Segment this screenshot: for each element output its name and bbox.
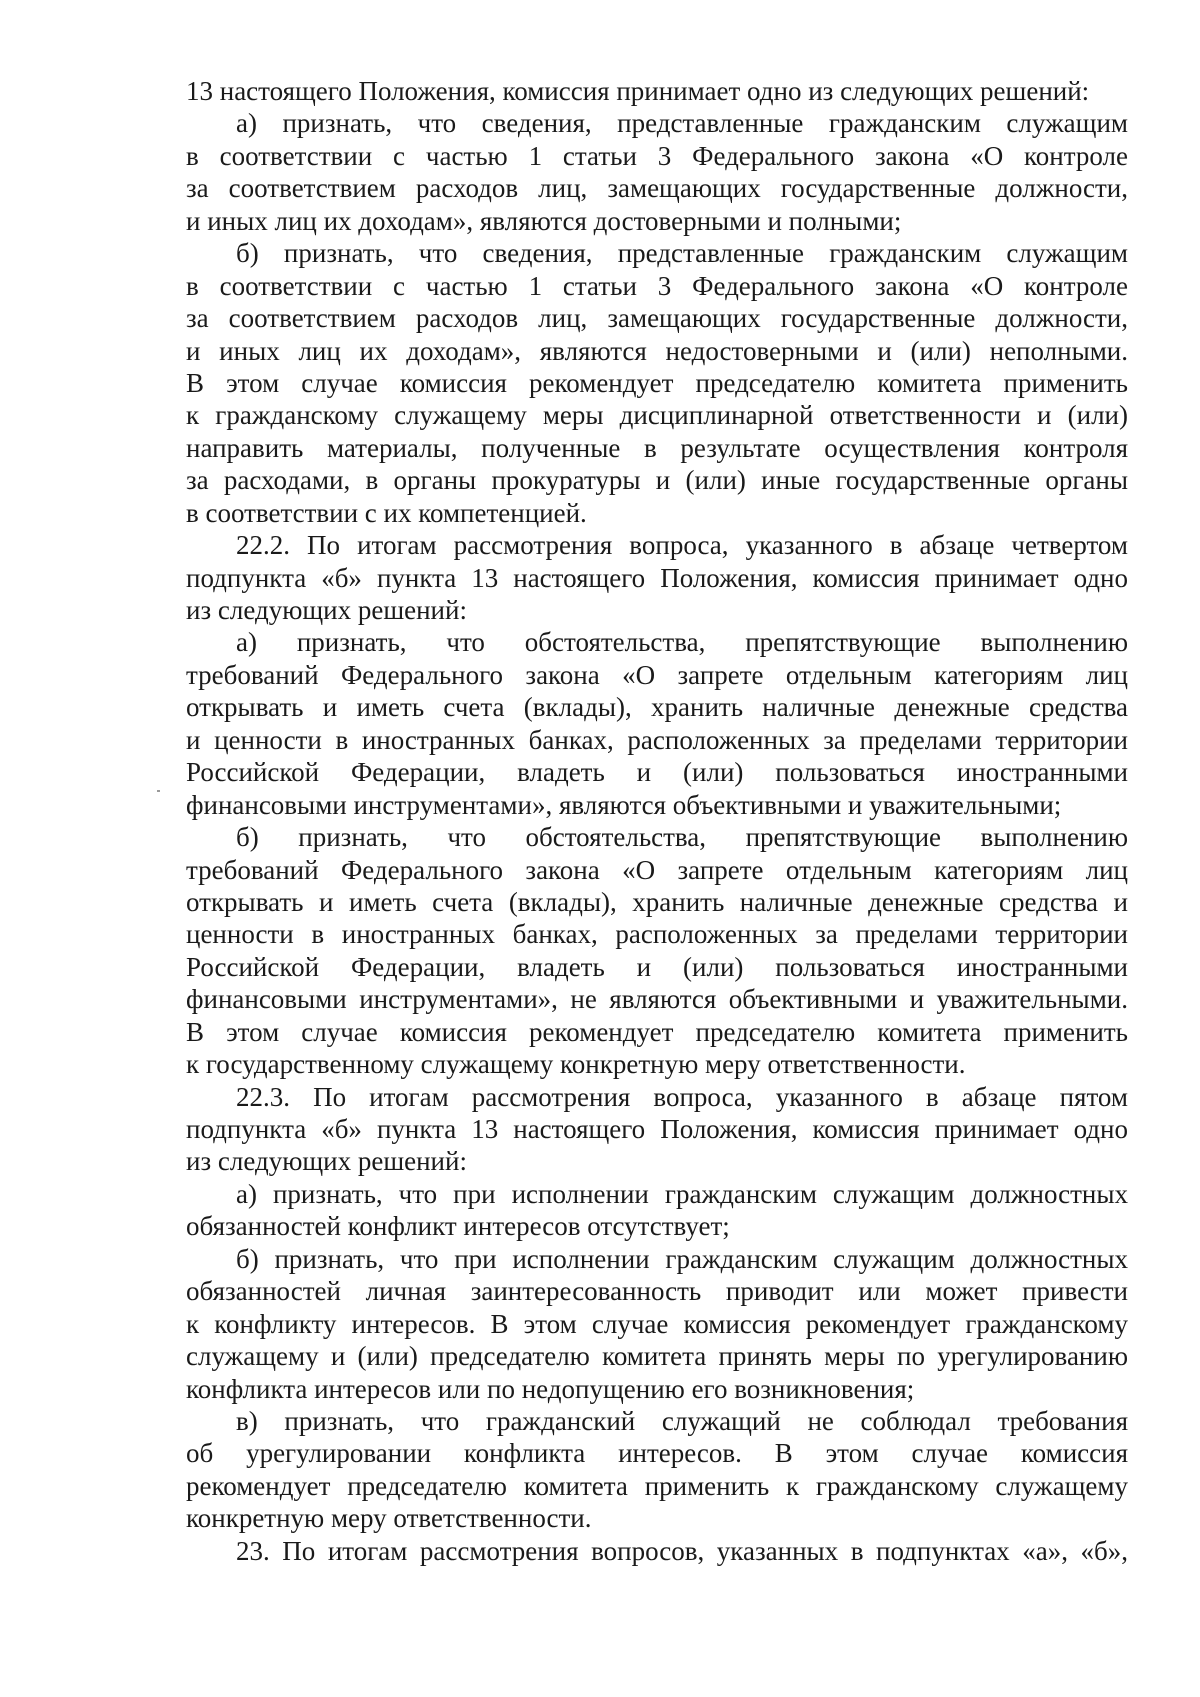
text-line: конкретную меру ответственности. xyxy=(186,1503,592,1534)
paragraph-23 xyxy=(186,1535,1128,1567)
margin-mark xyxy=(157,790,160,792)
text-line: В этом случае комиссия рекомендует председателю комитета применить xyxy=(186,1016,1128,1047)
text-line: за расходами, в органы прокуратуры и (или) иные государственные органы xyxy=(186,465,1128,496)
text-line: в) признать, что гражданский служащий не соблюдал требования xyxy=(236,1405,1128,1436)
text-line: и иных лиц их доходам», являются недостоверными и (или) неполными. xyxy=(186,335,1128,366)
text-line: подпункта «б» пункта 13 настоящего Положения, комиссия принимает одно xyxy=(186,562,1128,593)
text-line: а) признать, что сведения, представленные гражданским служащим xyxy=(236,108,1128,139)
text-line: в соответствии с частью 1 статьи 3 Федерального закона «О контроле xyxy=(186,140,1128,171)
text-line: 23. По итогам рассмотрения вопросов, указанных в подпунктах «а», «б», xyxy=(236,1535,1128,1566)
text-line: требований Федерального закона «О запрете отдельным категориям лиц xyxy=(186,659,1128,690)
text-line: финансовыми инструментами», не являются объективными и уважительными. xyxy=(186,984,1128,1015)
text-line: ценности в иностранных банках, расположенных за пределами территории xyxy=(186,919,1128,950)
text-line: а) признать, что при исполнении гражданским служащим должностных xyxy=(236,1178,1128,1209)
text-line: в соответствии с частью 1 статьи 3 Федерального закона «О контроле xyxy=(186,270,1128,301)
text-line: к гражданскому служащему меры дисциплинарной ответственности и (или) xyxy=(186,400,1128,431)
text-line: б) признать, что обстоятельства, препятствующие выполнению xyxy=(236,822,1128,853)
text-line: подпункта «б» пункта 13 настоящего Положения, комиссия принимает одно xyxy=(186,1114,1128,1144)
paragraph-22-1-a xyxy=(186,107,1128,237)
text-line: за соответствием расходов лиц, замещающих государственные должности, xyxy=(186,173,1128,204)
text-line: и иных лиц их доходам», являются достоверными и полными; xyxy=(186,205,902,236)
text-line: 22.3. По итогам рассмотрения вопроса, указанного в абзаце пятом xyxy=(236,1081,1128,1112)
document-body xyxy=(186,75,1128,1567)
text-line: б) признать, что при исполнении гражданским служащим должностных xyxy=(236,1243,1128,1274)
paragraph-22-3-b xyxy=(186,1243,1128,1405)
text-line: к конфликту интересов. В этом случае комиссия рекомендует гражданскому xyxy=(186,1308,1128,1339)
text-line: Российской Федерации, владеть и (или) пользоваться иностранными xyxy=(186,757,1128,788)
text-line: 13 настоящего Положения, комиссия принимает одно из следующих решений: xyxy=(186,76,1090,106)
text-line: служащему и (или) председателю комитета принять меры по урегулированию xyxy=(186,1341,1128,1372)
paragraph-22-2 xyxy=(186,529,1128,626)
text-line: 22.2. По итогам рассмотрения вопроса, указанного в абзаце четвертом xyxy=(236,530,1128,561)
text-line: финансовыми инструментами», являются объективными и уважительными; xyxy=(186,789,1062,820)
paragraph-22-2-b xyxy=(186,821,1128,1081)
text-line: направить материалы, полученные в результате осуществления контроля xyxy=(186,432,1128,463)
text-line: В этом случае комиссия рекомендует председателю комитета применить xyxy=(186,367,1128,398)
text-line: обязанностей конфликт интересов отсутствует; xyxy=(186,1211,730,1242)
paragraph-22-1-b xyxy=(186,237,1128,529)
text-line: об урегулировании конфликта интересов. В этом случае комиссия xyxy=(186,1438,1128,1469)
paragraph-22-3 xyxy=(186,1081,1128,1178)
text-line: из следующих решений: xyxy=(186,1146,467,1177)
text-line: в соответствии с их компетенцией. xyxy=(186,497,587,528)
text-line: обязанностей личная заинтересованность приводит или может привести xyxy=(186,1276,1128,1307)
paragraph-22-3-v xyxy=(186,1405,1128,1535)
text-line: конфликта интересов или по недопущению его возникновения; xyxy=(186,1373,915,1404)
paragraph-22-2-a xyxy=(186,626,1128,821)
text-line: рекомендует председателю комитета применить к гражданскому служащему xyxy=(186,1470,1128,1501)
text-line: из следующих решений: xyxy=(186,595,467,625)
text-line: к государственному служащему конкретную меру ответственности. xyxy=(186,1049,966,1080)
paragraph-22-3-a xyxy=(186,1178,1128,1243)
paragraph-continuation xyxy=(186,75,1128,107)
text-line: требований Федерального закона «О запрете отдельным категориям лиц xyxy=(186,854,1128,885)
text-line: б) признать, что сведения, представленные гражданским служащим xyxy=(236,238,1128,269)
text-line: за соответствием расходов лиц, замещающих государственные должности, xyxy=(186,303,1128,334)
text-line: и ценности в иностранных банках, расположенных за пределами территории xyxy=(186,724,1128,755)
text-line: а) признать, что обстоятельства, препятствующие выполнению xyxy=(236,627,1128,658)
text-line: Российской Федерации, владеть и (или) пользоваться иностранными xyxy=(186,951,1128,982)
text-line: открывать и иметь счета (вклады), хранить наличные денежные средства xyxy=(186,692,1128,723)
text-line: открывать и иметь счета (вклады), хранить наличные денежные средства и xyxy=(186,886,1128,917)
